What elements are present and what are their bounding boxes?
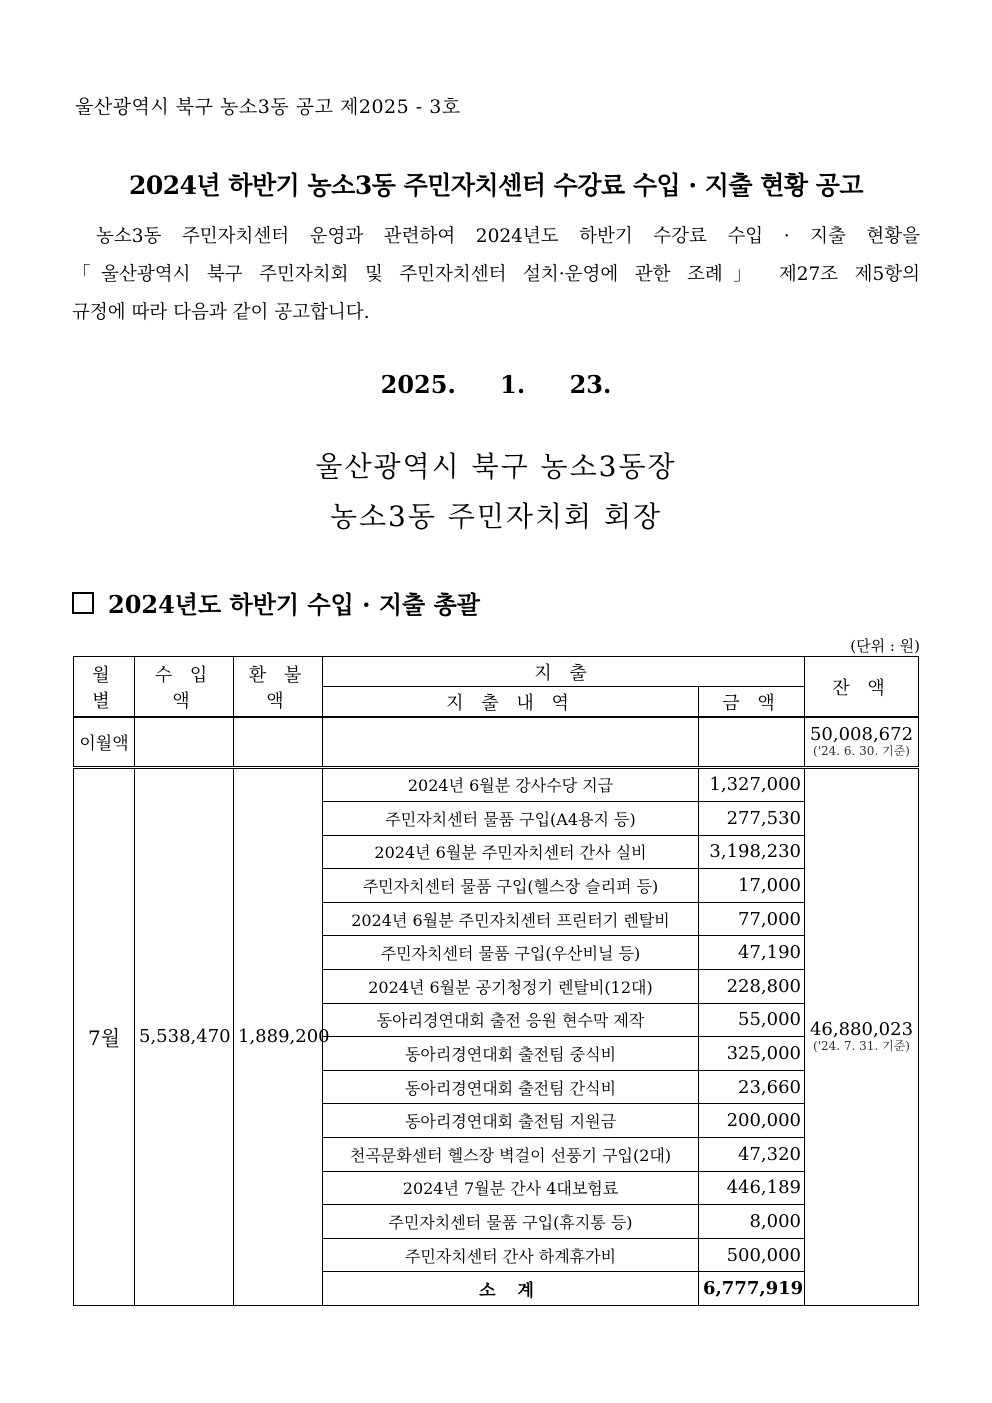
intro-paragraph xyxy=(72,218,920,332)
carryover-balance-value: 50,008,672 xyxy=(809,724,914,746)
expense-detail-cell: 동아리경연대회 출전팀 중식비 xyxy=(323,1037,699,1071)
expense-amount-cell: 446,189 xyxy=(699,1171,805,1205)
expense-detail-cell: 2024년 6월분 주민자치센터 간사 실비 xyxy=(323,835,699,869)
header-balance: 잔 액 xyxy=(805,657,919,718)
refund-cell: 1,889,200 xyxy=(234,767,323,1306)
header-expense-detail: 지 출 내 역 xyxy=(323,687,699,718)
expense-amount-cell: 277,530 xyxy=(699,802,805,836)
expense-detail-cell: 천곡문화센터 헬스장 벽걸이 선풍기 구입(2대) xyxy=(323,1138,699,1172)
expense-detail-cell: 2024년 7월분 간사 4대보험료 xyxy=(323,1171,699,1205)
income-cell: 5,538,470 xyxy=(135,767,234,1306)
header-refund: 환 불 액 xyxy=(234,657,323,718)
balance-value: 46,880,023 xyxy=(809,1019,914,1041)
expense-amount-cell: 500,000 xyxy=(699,1238,805,1272)
header-month: 월 별 xyxy=(74,657,135,718)
expense-detail-cell: 동아리경연대회 출전 응원 현수막 제작 xyxy=(323,1003,699,1037)
expense-amount-cell: 47,190 xyxy=(699,936,805,970)
subtotal-amount: 6,777,919 xyxy=(699,1272,805,1306)
balance-cell xyxy=(805,767,919,1306)
balance-note: ('24. 7. 31. 기준) xyxy=(813,1039,910,1054)
intro-line-1: 농소3동 주민자치센터 운영과 관련하여 2024년도 하반기 수강료 수입 · 지출 현황을 xyxy=(96,226,920,247)
carryover-amount xyxy=(699,717,805,767)
table-row xyxy=(74,767,919,802)
header-expense: 지 출 xyxy=(323,657,805,687)
income-expense-table xyxy=(73,656,919,1306)
carryover-income xyxy=(135,717,234,767)
notice-date xyxy=(0,370,992,399)
expense-detail-cell: 주민자치센터 물품 구입(A4용지 등) xyxy=(323,802,699,836)
carryover-label: 이월액 xyxy=(74,717,135,767)
expense-amount-cell: 1,327,000 xyxy=(699,767,805,802)
expense-amount-cell: 228,800 xyxy=(699,970,805,1004)
expense-amount-cell: 8,000 xyxy=(699,1205,805,1239)
expense-amount-cell: 55,000 xyxy=(699,1003,805,1037)
expense-detail-cell: 2024년 6월분 주민자치센터 프린터기 렌탈비 xyxy=(323,902,699,936)
expense-amount-cell: 77,000 xyxy=(699,902,805,936)
section-heading xyxy=(72,585,480,620)
expense-detail-cell: 동아리경연대회 출전팀 지원금 xyxy=(323,1104,699,1138)
carryover-refund xyxy=(234,717,323,767)
expense-amount-cell: 325,000 xyxy=(699,1037,805,1071)
expense-detail-cell: 동아리경연대회 출전팀 간식비 xyxy=(323,1070,699,1104)
expense-amount-cell: 23,660 xyxy=(699,1070,805,1104)
issuer-line-1: 울산광역시 북구 농소3동장 xyxy=(315,450,677,483)
date-day: 23. xyxy=(569,370,612,399)
subtotal-label: 소 계 xyxy=(323,1272,699,1306)
header-amount: 금 액 xyxy=(699,687,805,718)
date-year: 2025. xyxy=(380,370,456,399)
carryover-row xyxy=(74,717,919,767)
issuer-line-2: 농소3동 주민자치회 회장 xyxy=(329,500,663,533)
date-month: 1. xyxy=(500,370,526,399)
expense-amount-cell: 17,000 xyxy=(699,869,805,903)
expense-amount-cell: 47,320 xyxy=(699,1138,805,1172)
checkbox-square-icon xyxy=(72,592,94,614)
document-title: 2024년 하반기 농소3동 주민자치센터 수강료 수입 · 지출 현황 공고 xyxy=(128,171,864,200)
month-cell: 7월 xyxy=(74,767,135,1306)
intro-line-2: 「울산광역시 북구 주민자치회 및 주민자치센터 설치·운영에 관한 조례」 제27조 제5항의 xyxy=(72,264,920,285)
intro-line-3: 규정에 따라 다음과 같이 공고합니다. xyxy=(72,302,370,323)
expense-detail-cell: 2024년 6월분 강사수당 지급 xyxy=(323,767,699,802)
expense-detail-cell: 주민자치센터 물품 구입(휴지통 등) xyxy=(323,1205,699,1239)
carryover-desc xyxy=(323,717,699,767)
carryover-balance-note: ('24. 6. 30. 기준) xyxy=(813,744,910,759)
header-income: 수 입 액 xyxy=(135,657,234,718)
unit-label: (단위 : 원) xyxy=(850,637,920,655)
expense-detail-cell: 주민자치센터 물품 구입(우산비닐 등) xyxy=(323,936,699,970)
carryover-balance xyxy=(805,717,919,767)
expense-amount-cell: 200,000 xyxy=(699,1104,805,1138)
section-heading-text: 2024년도 하반기 수입 · 지출 총괄 xyxy=(108,590,480,619)
issuer-block xyxy=(0,442,992,542)
expense-detail-cell: 주민자치센터 물품 구입(헬스장 슬리퍼 등) xyxy=(323,869,699,903)
notice-number: 울산광역시 북구 농소3동 공고 제2025 - 3호 xyxy=(75,96,461,118)
expense-detail-cell: 2024년 6월분 공기청정기 렌탈비(12대) xyxy=(323,970,699,1004)
expense-detail-cell: 주민자치센터 간사 하계휴가비 xyxy=(323,1238,699,1272)
expense-amount-cell: 3,198,230 xyxy=(699,835,805,869)
